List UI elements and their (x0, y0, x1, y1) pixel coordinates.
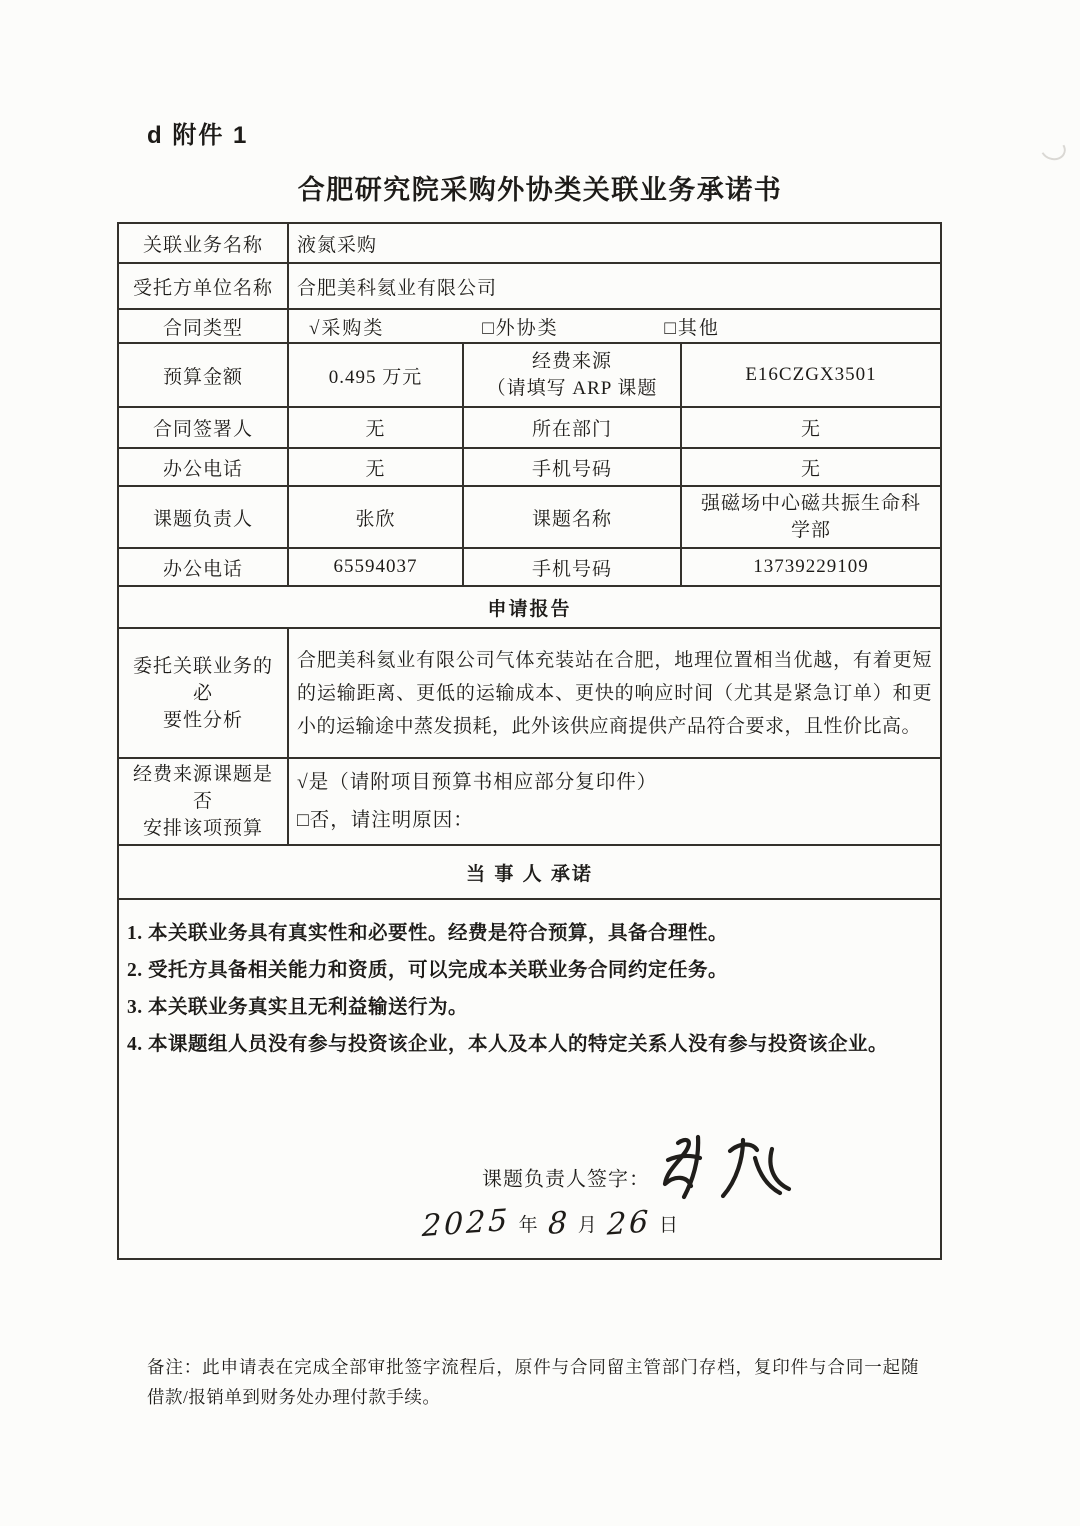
scan-artifact (1037, 135, 1069, 164)
contract-signer-label: 合同签署人 (118, 407, 288, 448)
date-year-char: 年 (518, 1215, 540, 1236)
commitment-item-2: 2. 受托方具备相关能力和资质，可以完成本关联业务合同约定任务。 (127, 960, 729, 981)
row-commitment-header (118, 845, 941, 899)
commitment-header: 当 事 人 承诺 (118, 845, 941, 899)
date-day-char: 日 (658, 1215, 680, 1236)
footer-note: 备注：此申请表在完成全部审批签字流程后，原件与合同留主管部门存档，复印件与合同一起随借款/报销单到财务处办理付款手续。 (147, 1357, 919, 1407)
contract-type-option-other: □其他 (664, 317, 720, 339)
project-name-value: 强磁场中心磁共振生命科学部 (681, 486, 941, 548)
business-name-label: 关联业务名称 (118, 223, 288, 263)
date-day-handwritten: 26 (606, 1204, 652, 1243)
funding-source-label (463, 343, 681, 407)
trustee-label: 受托方单位名称 (118, 263, 288, 309)
trustee-value: 合肥美科氦业有限公司 (288, 263, 941, 309)
signer-mobile-label: 手机号码 (463, 448, 681, 486)
row-necessity (118, 628, 941, 758)
date-year-handwritten: 2025 (421, 1202, 512, 1245)
pi-mobile-label: 手机号码 (463, 548, 681, 586)
business-name-value: 液氮采购 (288, 223, 941, 263)
contract-signer-value: 无 (288, 407, 463, 448)
signer-department-value: 无 (681, 407, 941, 448)
necessity-value: 合肥美科氦业有限公司气体充装站在合肥，地理位置相当优越，有着更短的运输距离、更低的运输成本、更快的响应时间（尤其是紧急订单）和更小的运输途中蒸发损耗，此外该供应商提供产品符合要求，且性价比高。 (288, 628, 941, 758)
row-commitments (118, 899, 941, 1259)
funding-source-label-line1: 经费来源 (531, 351, 612, 372)
funding-source-value: E16CZGX3501 (681, 343, 941, 407)
budget-arranged-no-option: □否，请注明原因： (297, 809, 474, 831)
signature-area (127, 1146, 932, 1245)
signer-office-phone-value: 无 (288, 448, 463, 486)
budget-arranged-label-line1: 经费来源课题是否 (132, 764, 273, 812)
date-month-char: 月 (577, 1215, 599, 1236)
contract-type-option-purchase: √采购类 (309, 317, 385, 339)
commitment-item-1: 1. 本关联业务具有真实性和必要性。经费是符合预算，具备合理性。 (127, 923, 729, 944)
row-signer-phones (118, 448, 941, 486)
handwritten-signature (654, 1129, 804, 1213)
budget-arranged-yes-option: √是（请附项目预算书相应部分复印件） (297, 771, 658, 793)
contract-type-label: 合同类型 (118, 309, 288, 343)
row-contract-type (118, 309, 941, 343)
necessity-label (118, 628, 288, 758)
budget-value: 0.495 万元 (288, 343, 463, 407)
budget-arranged-label (118, 758, 288, 845)
row-application-report-header (118, 586, 941, 628)
necessity-label-line2: 要性分析 (162, 709, 243, 731)
pi-label: 课题负责人 (118, 486, 288, 548)
date-month-handwritten: 8 (547, 1205, 571, 1242)
commitment-item-3: 3. 本关联业务真实且无利益输送行为。 (127, 997, 469, 1018)
signature-date (127, 1202, 932, 1245)
budget-arranged-label-line2: 安排该项预算 (142, 818, 263, 839)
pi-office-phone-label: 办公电话 (118, 548, 288, 586)
signer-department-label: 所在部门 (463, 407, 681, 448)
pi-value: 张欣 (288, 486, 463, 548)
page-title: 合肥研究院采购外协类关联业务承诺书 (297, 175, 783, 205)
signer-mobile-value: 无 (681, 448, 941, 486)
budget-label: 预算金额 (118, 343, 288, 407)
row-budget-arranged (118, 758, 941, 845)
attachment-label: d 附件 1 (147, 122, 249, 149)
row-budget (118, 343, 941, 407)
row-pi-phones (118, 548, 941, 586)
pi-mobile-value: 13739229109 (681, 548, 941, 586)
row-business-name (118, 223, 941, 263)
funding-source-label-line2: （请填写 ARP 课题 (486, 378, 658, 399)
project-name-label: 课题名称 (463, 486, 681, 548)
contract-type-option-outsourcing: □外协类 (482, 317, 559, 339)
commitments-cell (118, 899, 941, 1259)
signature-label: 课题负责人签字： (482, 1168, 650, 1191)
application-report-header: 申请报告 (118, 586, 941, 628)
row-pi (118, 486, 941, 548)
budget-arranged-options (288, 758, 941, 845)
row-trustee (118, 263, 941, 309)
form-table (117, 222, 942, 1260)
necessity-label-line1: 委托关联业务的必 (132, 655, 273, 704)
pi-office-phone-value: 65594037 (288, 548, 463, 586)
signer-office-phone-label: 办公电话 (118, 448, 288, 486)
row-contract-signer (118, 407, 941, 448)
commitment-item-4: 4. 本课题组人员没有参与投资该企业，本人及本人的特定关系人没有参与投资该企业。 (127, 1034, 889, 1055)
